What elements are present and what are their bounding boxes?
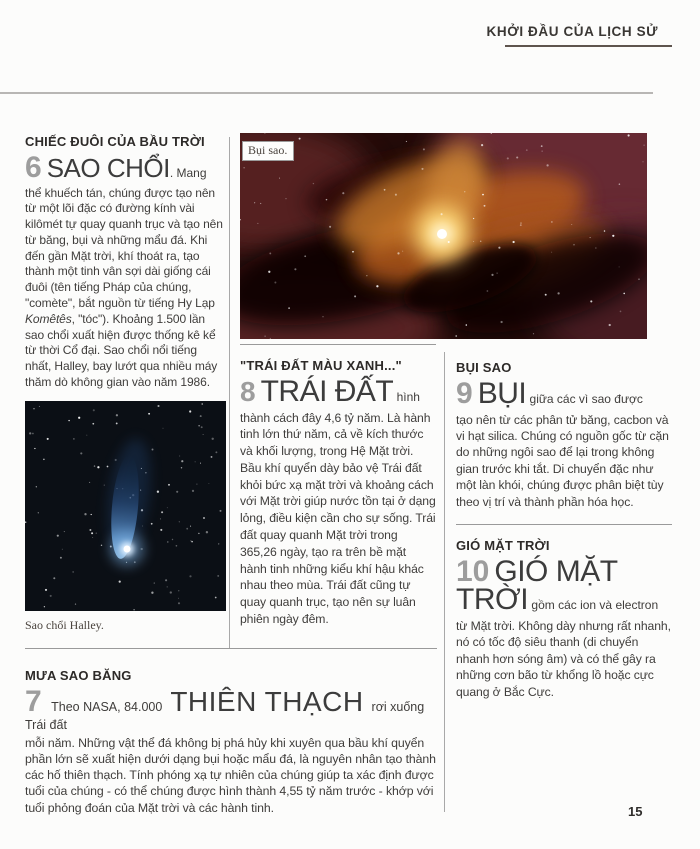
comet-image xyxy=(25,401,226,611)
right-column xyxy=(456,360,672,700)
body-part: thể khuếch tán, chúng được tạo nên từ một lõi đặc có đường kính vài kilômét tự quay quanh trục và tạo nên từ băng, bụi và những mẩu đá. Khi đến gần Mặt trời, khí thoát ra, tạo thành một tinh vân sợi dài giống cái đuôi (tên tiếng Pháp của chúng, "comète", bắt nguồn từ tiếng Hy Lạp xyxy=(25,185,223,311)
page-header-title: KHỞI ĐẦU CỦA LỊCH SỬ xyxy=(486,24,658,39)
item-lead: hình xyxy=(393,390,420,404)
headline-gio-mat-troi xyxy=(456,554,672,617)
body-sao-choi xyxy=(25,186,226,391)
item-lead: giữa các vì sao được xyxy=(526,392,643,406)
comet-figure xyxy=(25,401,226,633)
column-divider xyxy=(229,137,230,648)
kicker-sao-choi: CHIẾC ĐUÔI CỦA BẦU TRỜI xyxy=(25,134,205,149)
headline-pre-text: Theo NASA, 84.000 xyxy=(51,700,163,714)
section-bui-sao xyxy=(456,360,672,510)
headline-bui-sao xyxy=(456,377,672,410)
page-number: 15 xyxy=(628,804,643,819)
headline-trai-dat xyxy=(240,375,436,408)
header-rule xyxy=(505,45,672,47)
headline-thien-thach xyxy=(25,685,439,732)
item-title: THIÊN THẠCH xyxy=(170,686,364,717)
item-lead: gồm các ion và electron xyxy=(528,598,659,613)
section-sao-choi xyxy=(25,134,226,633)
item-number: 8 xyxy=(240,376,256,407)
section-gio-mat-troi xyxy=(456,538,672,700)
section-divider xyxy=(456,524,672,525)
column-divider xyxy=(444,352,445,812)
section-trai-dat xyxy=(240,344,436,628)
headline-post-text: rơi xuống Trái đất xyxy=(25,700,425,732)
item-title: TRÁI ĐẤT xyxy=(260,375,394,408)
item-number: 10 xyxy=(456,554,490,588)
kicker-thien-thach: MƯA SAO BĂNG xyxy=(25,668,132,683)
item-number: 6 xyxy=(25,151,42,184)
body-part: , "tóc"). Khoảng 1.500 lần sao chổi xuất hiện được thống kê kể từ thời Cổ đại. Sao chổi nổi tiếng nhất, Halley, bay lướt qua nhiều máy thăm dò không gian vào năm 1986. xyxy=(25,311,218,390)
item-number: 9 xyxy=(456,377,473,410)
body-bui-sao: tạo nên từ các phân tử băng, cacbon và vi hạt silica. Chúng có nguồn gốc từ cặn do những ngôi sao để lại trong không gian trước khi tắt. Di chuyển đặc như một làn khói, chúng được phân biệt tùy theo vị trí và thành phần hóa học. xyxy=(456,412,669,509)
body-thien-thach: mỗi năm. Những vật thể đá không bị phá hủy khi xuyên qua bầu khí quyển phần lớn sẽ xuất hiện dưới dạng bụi hoặc mẩu đá, là nguyên nhân tạo thành các hố thiên thạch. Tính phóng xạ tự nhiên của chúng giúp ta xác định được tuổi của chúng - có thể chúng được hình thành 4,55 tỷ năm trước - khớp với tuổi phỏng đoán của Mặt trời và các hành tinh. xyxy=(25,735,436,815)
nebula-figure xyxy=(240,133,647,339)
body-trai-dat: thành cách đây 4,6 tỷ năm. Là hành tinh lớn thứ năm, cả về kích thước và khối lượng, trong Hệ Mặt trời. Bầu khí quyển dày bảo vệ Trái đất khỏi bức xạ mặt trời và khoảng cách với Mặt trời giúp nước tồn tại ở dạng lỏng, điều kiện cần cho sự sống. Trái đất quay quanh Mặt trời trong 365,26 ngày, tạo ra trên bề mặt hành tinh những kiểu khí hậu khác nhau theo mùa. Trái đất cũng tự quay quanh trục, tạo nên sự luân phiên ngày đêm. xyxy=(240,410,436,627)
body-gio-mat-troi: từ Mặt trời. Không dày nhưng rất nhanh, nó có tốc độ siêu thanh (di chuyển nhanh hơn sóng âm) và có thể gây ra những cơn bão từ khổng lồ hoặc cực quang ở Bắc Cực. xyxy=(456,618,671,699)
item-lead: . Mang xyxy=(169,166,207,180)
kicker-gio-mat-troi: GIÓ MẶT TRỜI xyxy=(456,537,550,553)
item-title: BỤI xyxy=(477,377,527,410)
kicker-bui-sao: BỤI SAO xyxy=(456,360,512,375)
headline-sao-choi xyxy=(25,151,226,184)
comet-caption: Sao chổi Halley. xyxy=(25,617,104,632)
item-title: GIÓ MẶT TRỜI xyxy=(456,554,617,617)
section-divider xyxy=(25,648,437,649)
body-italic: Komêtês xyxy=(25,311,72,326)
top-divider xyxy=(0,92,653,94)
section-thien-thach xyxy=(25,668,439,816)
kicker-trai-dat: "TRÁI ĐẤT MÀU XANH..." xyxy=(240,358,402,373)
nebula-label: Bụi sao. xyxy=(242,141,294,161)
item-title: SAO CHỔI xyxy=(46,153,170,183)
item-number: 7 xyxy=(25,685,42,718)
nebula-image xyxy=(240,133,647,339)
